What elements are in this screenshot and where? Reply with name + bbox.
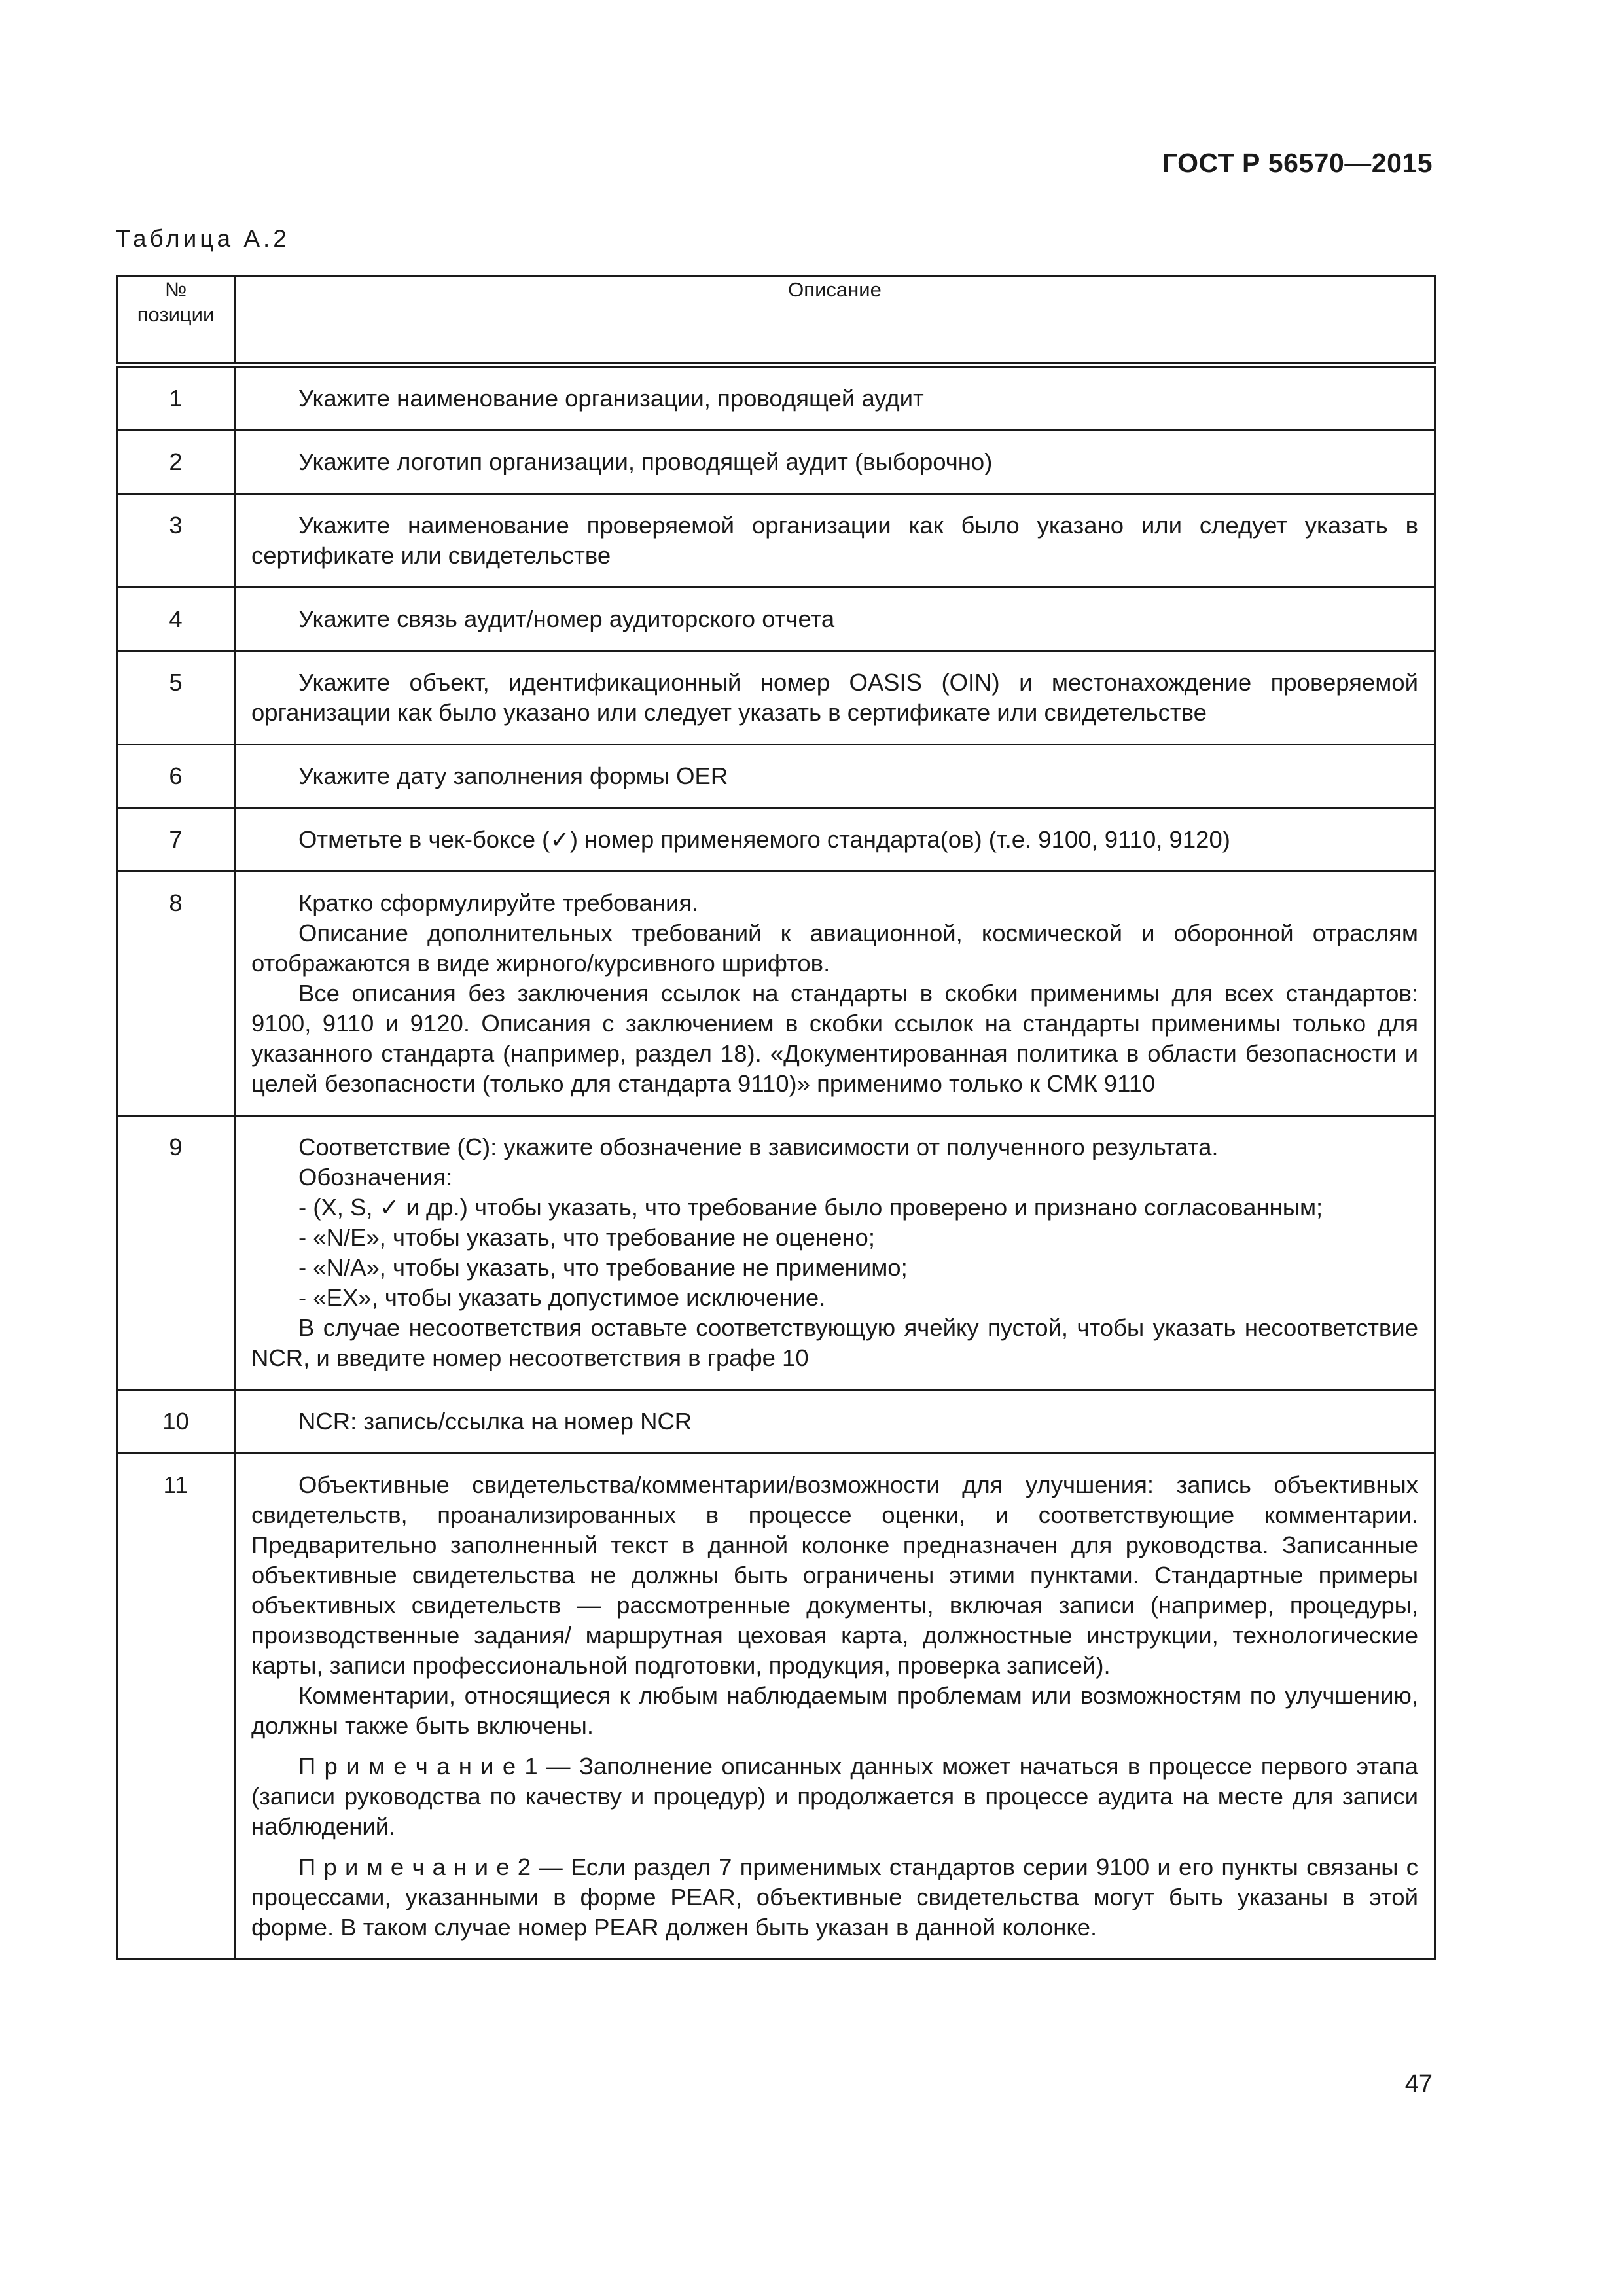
- position-number: 11: [117, 1454, 235, 1960]
- note-text: — Заполнение описанных данных может начаться в процессе первого этапа (записи руководства по качеству и процедур) и продолжается в процессе аудита на месте для записи наблюдений.: [251, 1753, 1419, 1840]
- table-header-row: [117, 276, 1435, 365]
- description-paragraph: Укажите дату заполнения формы OER: [298, 762, 728, 789]
- description-paragraph: Укажите наименование проверяемой организации как было указано или следует указать в сертификате или свидетельстве: [251, 512, 1418, 569]
- position-description: [235, 588, 1435, 651]
- description-paragraph: Обозначения:: [298, 1164, 453, 1191]
- column-header-position-line2: позиции: [137, 303, 215, 326]
- position-number: 9: [117, 1116, 235, 1390]
- table-row: [117, 745, 1435, 808]
- position-number: 8: [117, 872, 235, 1116]
- description-paragraph: - «N/E», чтобы указать, что требование не оценено;: [298, 1224, 875, 1251]
- table-row: [117, 1454, 1435, 1960]
- table-caption-label: Таблица А.2: [116, 225, 290, 252]
- table-row: [117, 872, 1435, 1116]
- position-description: [235, 1116, 1435, 1390]
- description-paragraph: NCR: запись/ссылка на номер NCR: [298, 1408, 692, 1435]
- description-paragraph: Соответствие (С): укажите обозначение в зависимости от полученного результата.: [298, 1134, 1219, 1160]
- position-description: [235, 745, 1435, 808]
- description-paragraph: Укажите объект, идентификационный номер OASIS (OIN) и местонахождение проверяемой организации как было указано или следует указать в сертификате или свидетельстве: [251, 669, 1418, 726]
- description-paragraph: Комментарии, относящиеся к любым наблюдаемым проблемам или возможностям по улучшению, должны также быть включены.: [251, 1682, 1418, 1739]
- table-row: [117, 494, 1435, 588]
- position-description: [235, 651, 1435, 745]
- table-row: [117, 1116, 1435, 1390]
- table-caption: [116, 225, 290, 253]
- description-paragraph: - (X, S, ✓ и др.) чтобы указать, что требование было проверено и признано согласованным;: [298, 1194, 1323, 1221]
- position-number: 7: [117, 808, 235, 872]
- position-description: [235, 494, 1435, 588]
- position-description: [235, 365, 1435, 431]
- note-text: — Если раздел 7 применимых стандартов серии 9100 и его пункты связаны с процессами, указанными в форме PEAR, объективные свидетельства могут быть указаны в этой форме. В таком случае номер PEAR должен быть указан в данной колонке.: [251, 1854, 1418, 1941]
- position-description: [235, 872, 1435, 1116]
- description-paragraph: Укажите связь аудит/номер аудиторского отчета: [298, 605, 835, 632]
- position-number: 5: [117, 651, 235, 745]
- position-description: [235, 1454, 1435, 1960]
- note-label: П р и м е ч а н и е 1: [298, 1753, 538, 1780]
- table-row: [117, 651, 1435, 745]
- table-row: [117, 1390, 1435, 1454]
- description-paragraph: - «N/A», чтобы указать, что требование не применимо;: [298, 1254, 908, 1281]
- description-paragraph: - «EX», чтобы указать допустимое исключение.: [298, 1284, 826, 1311]
- description-paragraph: Укажите логотип организации, проводящей аудит (выборочно): [298, 448, 993, 475]
- position-number: 3: [117, 494, 235, 588]
- table-row: [117, 365, 1435, 431]
- table-row: [117, 588, 1435, 651]
- description-paragraph: Укажите наименование организации, проводящей аудит: [298, 385, 924, 412]
- note-paragraph: [251, 1751, 1418, 1842]
- description-table: [116, 275, 1436, 1960]
- description-paragraph: Все описания без заключения ссылок на стандарты в скобки применимы для всех стандартов: 9100, 9110 и 9120. Описания с заключением в скобки ссылок на стандарты применимы только для указанного стандарта (например, раздел 18). «Документированная политика в области безопасности и целей безопасности (только для стандарта 9110)» применимо только к СМК 9110: [251, 980, 1418, 1097]
- column-header-description: Описание: [235, 276, 1435, 365]
- column-header-position-line1: №: [164, 278, 187, 301]
- standard-code: ГОСТ Р 56570—2015: [1162, 148, 1433, 178]
- description-paragraph: Кратко сформулируйте требования.: [298, 889, 699, 916]
- description-paragraph: В случае несоответствия оставьте соответствующую ячейку пустой, чтобы указать несоответствие NCR, и введите номер несоответствия в графе 10: [251, 1314, 1418, 1371]
- position-number: 1: [117, 365, 235, 431]
- column-header-position: [117, 276, 235, 365]
- position-number: 10: [117, 1390, 235, 1454]
- description-paragraph: Объективные свидетельства/комментарии/возможности для улучшения: запись объективных свидетельств, проанализированных в процессе оценки, и соответствующие комментарии. Предварительно заполненный текст в данной колонке предназначен для руководства. Записанные объективные свидетельства не должны быть ограничены этими пунктами. Стандартные примеры объективных свидетельств — рассмотренные документы, включая записи (например, процедуры, производственные задания/ маршрутная цеховая карта, должностные инструкции, технологические карты, записи профессиональной подготовки, продукция, проверка записей).: [251, 1471, 1418, 1679]
- description-paragraph: Отметьте в чек-боксе (✓) номер применяемого стандарта(ов) (т.е. 9100, 9110, 9120): [298, 826, 1230, 853]
- note-label: П р и м е ч а н и е 2: [298, 1854, 531, 1880]
- table-row: [117, 431, 1435, 494]
- description-paragraph: Описание дополнительных требований к авиационной, космической и оборонной отраслям отображаются в виде жирного/курсивного шрифтов.: [251, 920, 1418, 977]
- position-description: [235, 808, 1435, 872]
- position-number: 2: [117, 431, 235, 494]
- note-paragraph: [251, 1852, 1418, 1943]
- position-number: 4: [117, 588, 235, 651]
- position-number: 6: [117, 745, 235, 808]
- page-number: 47: [1404, 2070, 1433, 2098]
- table-row: [117, 808, 1435, 872]
- position-description: [235, 1390, 1435, 1454]
- position-description: [235, 431, 1435, 494]
